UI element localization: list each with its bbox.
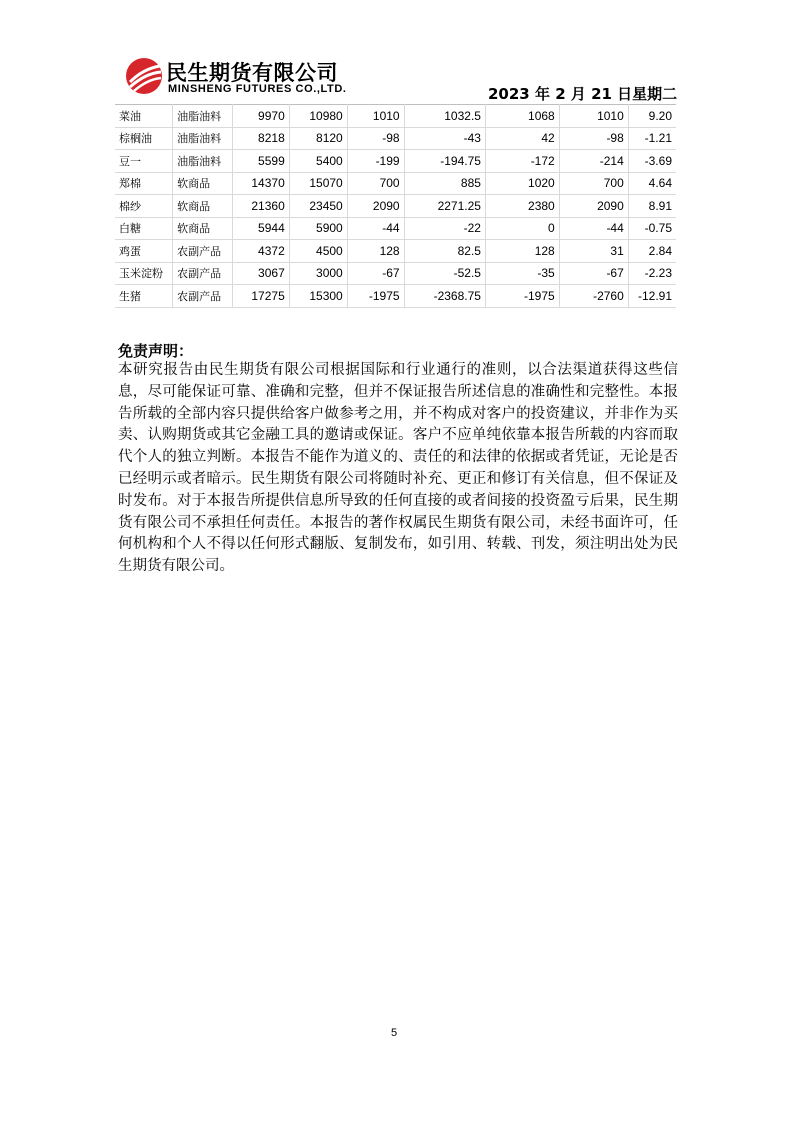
- value-cell: -22: [404, 217, 485, 240]
- logo-swoosh-icon: [124, 56, 164, 96]
- value-cell: 2090: [347, 195, 404, 218]
- value-cell: -2760: [559, 285, 628, 308]
- value-cell: 8120: [289, 127, 347, 150]
- value-cell: -1.21: [628, 127, 676, 150]
- company-logo: [124, 56, 364, 100]
- commodity-name-cell: 棉纱: [115, 195, 173, 218]
- value-cell: 2.84: [628, 240, 676, 263]
- value-cell: -67: [559, 262, 628, 285]
- value-cell: 4500: [289, 240, 347, 263]
- commodity-name-cell: 白糖: [115, 217, 173, 240]
- value-cell: -194.75: [404, 150, 485, 173]
- report-date: 2023 年 2 月 21 日星期二: [488, 85, 678, 103]
- value-cell: 2090: [559, 195, 628, 218]
- commodity-name-cell: 玉米淀粉: [115, 262, 173, 285]
- value-cell: 128: [347, 240, 404, 263]
- value-cell: 0: [485, 217, 559, 240]
- value-cell: -3.69: [628, 150, 676, 173]
- table-row: [115, 285, 676, 308]
- commodity-name-cell: 菜油: [115, 105, 173, 128]
- value-cell: 3000: [289, 262, 347, 285]
- value-cell: -98: [559, 127, 628, 150]
- value-cell: 15300: [289, 285, 347, 308]
- value-cell: 1020: [485, 172, 559, 195]
- company-name-en: MINSHENG FUTURES CO.,LTD.: [168, 83, 347, 95]
- value-cell: 1032.5: [404, 105, 485, 128]
- value-cell: -2.23: [628, 262, 676, 285]
- commodity-name-cell: 棕榈油: [115, 127, 173, 150]
- table-body: [115, 105, 676, 308]
- value-cell: -52.5: [404, 262, 485, 285]
- table-row: [115, 195, 676, 218]
- value-cell: 4372: [232, 240, 289, 263]
- value-cell: -98: [347, 127, 404, 150]
- value-cell: -1975: [485, 285, 559, 308]
- page-number: 5: [391, 1027, 398, 1039]
- category-cell: 油脂油料: [173, 127, 233, 150]
- commodity-name-cell: 郑棉: [115, 172, 173, 195]
- value-cell: 1010: [559, 105, 628, 128]
- table-row: [115, 105, 676, 128]
- commodity-name-cell: 生猪: [115, 285, 173, 308]
- category-cell: 软商品: [173, 195, 233, 218]
- value-cell: -214: [559, 150, 628, 173]
- table-row: [115, 127, 676, 150]
- value-cell: -0.75: [628, 217, 676, 240]
- value-cell: -1975: [347, 285, 404, 308]
- table-row: [115, 150, 676, 173]
- value-cell: -44: [559, 217, 628, 240]
- category-cell: 油脂油料: [173, 150, 233, 173]
- value-cell: 8.91: [628, 195, 676, 218]
- table-row: [115, 240, 676, 263]
- value-cell: 128: [485, 240, 559, 263]
- value-cell: 1068: [485, 105, 559, 128]
- value-cell: 5944: [232, 217, 289, 240]
- table-row: [115, 262, 676, 285]
- category-cell: 农副产品: [173, 262, 233, 285]
- value-cell: 700: [559, 172, 628, 195]
- value-cell: -2368.75: [404, 285, 485, 308]
- disclaimer-title: 免责声明：: [118, 342, 194, 360]
- value-cell: 9970: [232, 105, 289, 128]
- table-row: [115, 217, 676, 240]
- value-cell: 5599: [232, 150, 289, 173]
- disclaimer-body: 本研究报告由民生期货有限公司根据国际和行业通行的准则，以合法渠道获得这些信息，尽可能保证可靠、准确和完整，但并不保证报告所述信息的准确性和完整性。本报告所载的全部内容只提供给客户做参考之用，并不构成对客户的投资建议，并非作为买卖、认购期货或其它金融工具的邀请或保证。客户不应单纯依靠本报告所载的内容而取代个人的独立判断。本报告不能作为道义的、责任的和法律的依据或者凭证，无论是否已经明示或者暗示。民生期货有限公司将随时补充、更正和修订有关信息，但不保证及时发布。对于本报告所提供信息所导致的任何直接的或者间接的投资盈亏后果，民生期货有限公司不承担任何责任。本报告的著作权属民生期货有限公司，未经书面许可，任何机构和个人不得以任何形式翻版、复制发布，如引用、转载、刊发，须注明出处为民生期货有限公司。: [118, 362, 678, 575]
- category-cell: 油脂油料: [173, 105, 233, 128]
- value-cell: 10980: [289, 105, 347, 128]
- value-cell: 2271.25: [404, 195, 485, 218]
- value-cell: 3067: [232, 262, 289, 285]
- value-cell: 42: [485, 127, 559, 150]
- commodity-name-cell: 鸡蛋: [115, 240, 173, 263]
- company-name-cn: 民生期货有限公司: [166, 61, 338, 85]
- commodity-name-cell: 豆一: [115, 150, 173, 173]
- value-cell: 2380: [485, 195, 559, 218]
- value-cell: -44: [347, 217, 404, 240]
- category-cell: 软商品: [173, 172, 233, 195]
- value-cell: -43: [404, 127, 485, 150]
- value-cell: 14370: [232, 172, 289, 195]
- value-cell: 31: [559, 240, 628, 263]
- value-cell: 5400: [289, 150, 347, 173]
- category-cell: 农副产品: [173, 240, 233, 263]
- value-cell: 700: [347, 172, 404, 195]
- value-cell: 21360: [232, 195, 289, 218]
- value-cell: 5900: [289, 217, 347, 240]
- value-cell: 8218: [232, 127, 289, 150]
- value-cell: 4.64: [628, 172, 676, 195]
- value-cell: -12.91: [628, 285, 676, 308]
- value-cell: 82.5: [404, 240, 485, 263]
- category-cell: 软商品: [173, 217, 233, 240]
- value-cell: 17275: [232, 285, 289, 308]
- value-cell: -35: [485, 262, 559, 285]
- value-cell: 9.20: [628, 105, 676, 128]
- value-cell: -67: [347, 262, 404, 285]
- value-cell: 15070: [289, 172, 347, 195]
- value-cell: -172: [485, 150, 559, 173]
- value-cell: -199: [347, 150, 404, 173]
- category-cell: 农副产品: [173, 285, 233, 308]
- price-table: [115, 104, 676, 308]
- table-row: [115, 172, 676, 195]
- value-cell: 23450: [289, 195, 347, 218]
- value-cell: 1010: [347, 105, 404, 128]
- value-cell: 885: [404, 172, 485, 195]
